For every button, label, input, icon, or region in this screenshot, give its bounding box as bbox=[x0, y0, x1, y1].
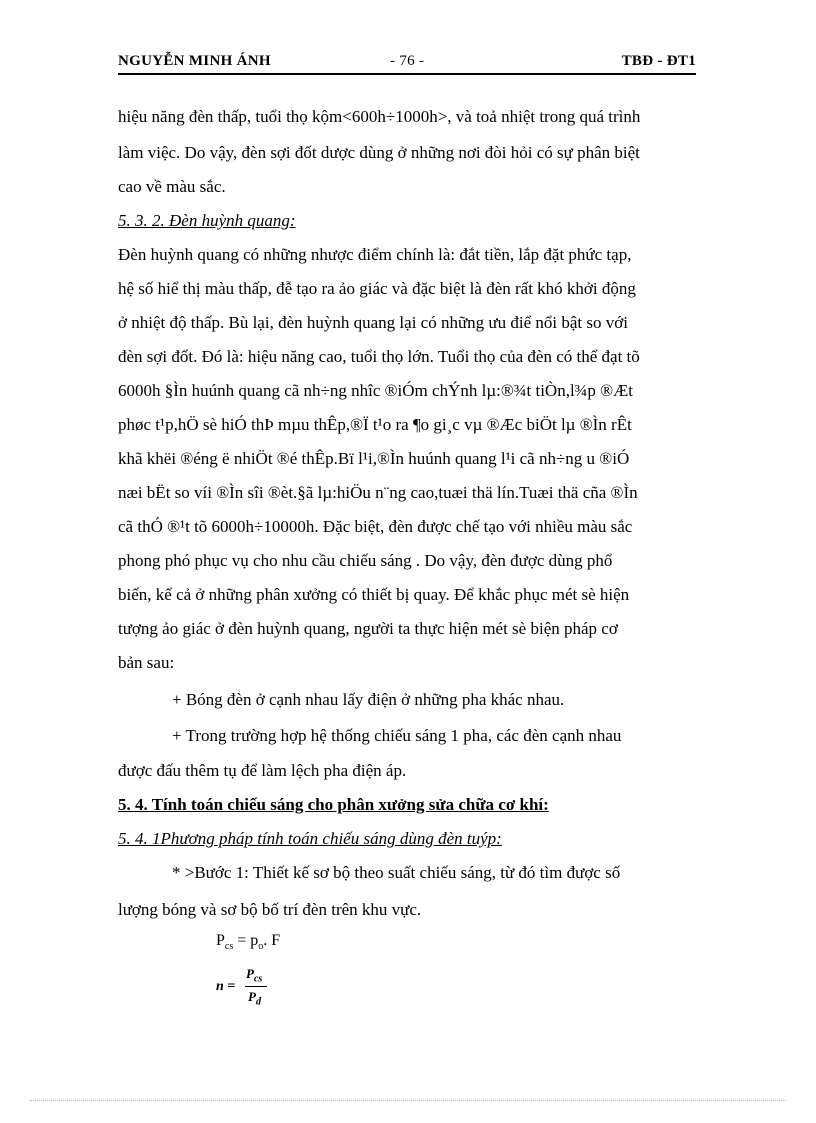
body-line: tượng ảo giác ở đèn huỳnh quang, người ta thực hiện mét sè biện pháp cơ bbox=[118, 619, 618, 638]
section-heading-5-4-1: 5. 4. 1Phương pháp tính toán chiếu sáng dùng đèn tuýp: bbox=[118, 829, 502, 848]
body-line-garbled: 6000h §Ìn huúnh quang cã nh÷ng nhîc ®iÓm chÝnh lµ:®¾t tiÒn,l¾p ®Æt bbox=[118, 381, 633, 400]
page-header bbox=[118, 50, 696, 74]
body-line-garbled: phøc t¹p,hÖ sè hiÓ thÞ mµu thÊp,®Ï t¹o ra ¶o gi¸c vµ ®Æc biÖt lµ ®Ìn rÊt bbox=[118, 415, 632, 434]
header-code: TBĐ - ĐT1 bbox=[621, 53, 696, 69]
bullet-item: + Bóng đèn ở cạnh nhau lấy điện ở những pha khác nhau. bbox=[172, 690, 565, 709]
body-line: hiệu năng đèn thấp, tuổi thọ kộm<600h÷1000h>, và toả nhiệt trong quá trình bbox=[118, 107, 641, 126]
fraction-bar bbox=[245, 986, 267, 987]
body-line: hệ số hiể thị màu thấp, đễ tạo ra ảo giác và đặc biệt là đèn rất khó khởi động bbox=[118, 279, 636, 298]
header-author: NGUYỄN MINH ÁNH bbox=[118, 53, 271, 69]
body-line: biến, kể cả ở những phân xưởng có thiết bị quay. Để khắc phục mét sè hiện bbox=[118, 585, 630, 604]
body-line: phong phó phục vụ cho nhu cầu chiếu sáng . Do vậy, đèn được dùng phổ bbox=[118, 551, 613, 570]
body-line-garbled: khã khëi ®éng ë nhiÖt ®é thÊp.Bï l¹i,®Ìn huúnh quang l¹i cã nh÷ng u ®iÓ bbox=[118, 449, 630, 468]
body-line: lượng bóng và sơ bộ bố trí đèn trên khu vực. bbox=[118, 900, 422, 919]
formula-n-fraction: n = $P_{cs}$ $P_d$ bbox=[216, 966, 276, 1010]
body-line: đèn sợi đốt. Đó là: hiệu năng cao, tuổi thọ lớn. Tuổi thọ của đèn có thể đạt tõ bbox=[118, 347, 640, 366]
section-heading-5-3-2: 5. 3. 2. Đèn huỳnh quang: bbox=[118, 211, 296, 230]
body-line: ở nhiệt độ thấp. Bù lại, đèn huỳnh quang lại có những ưu điể nổi bật so với bbox=[118, 313, 628, 332]
body-line: cao về màu sắc. bbox=[118, 177, 226, 196]
body-line: Đèn huỳnh quang có những nhược điểm chính là: đắt tiền, lắp đặt phức tạp, bbox=[118, 245, 632, 264]
formula-pcs: $P_{cs} = p_o$. F bbox=[216, 932, 281, 953]
bullet-item: + Trong trường hợp hệ thống chiếu sáng 1 pha, các đèn cạnh nhau bbox=[172, 726, 622, 745]
body-line: bản sau: bbox=[118, 653, 175, 672]
body-line: làm việc. Do vậy, đèn sợi đốt dược dùng ở những nơi đòi hỏi có sự phân biệt bbox=[118, 143, 640, 162]
body-line: được đấu thêm tụ để làm lệch pha điện áp. bbox=[118, 761, 407, 780]
section-heading-5-4: 5. 4. Tính toán chiếu sáng cho phân xưởng sửa chữa cơ khí: bbox=[118, 795, 549, 814]
step-line: * >Bước 1: Thiết kế sơ bộ theo suất chiếu sáng, từ đó tìm được số bbox=[172, 863, 621, 882]
header-divider bbox=[118, 73, 696, 75]
body-line: cã thÓ ®¹t tõ 6000h÷10000h. Đặc biệt, đèn được chế tạo với nhiều màu sắc bbox=[118, 517, 633, 536]
header-page-number: - 76 - bbox=[390, 53, 425, 69]
body-line-garbled: næi bËt so víi ®Ìn sîi ®èt.§ã lµ:hiÖu n¨ng cao,tuæi thä lín.Tuæi thä cña ®Ìn bbox=[118, 483, 638, 502]
footer-divider bbox=[30, 1100, 786, 1101]
